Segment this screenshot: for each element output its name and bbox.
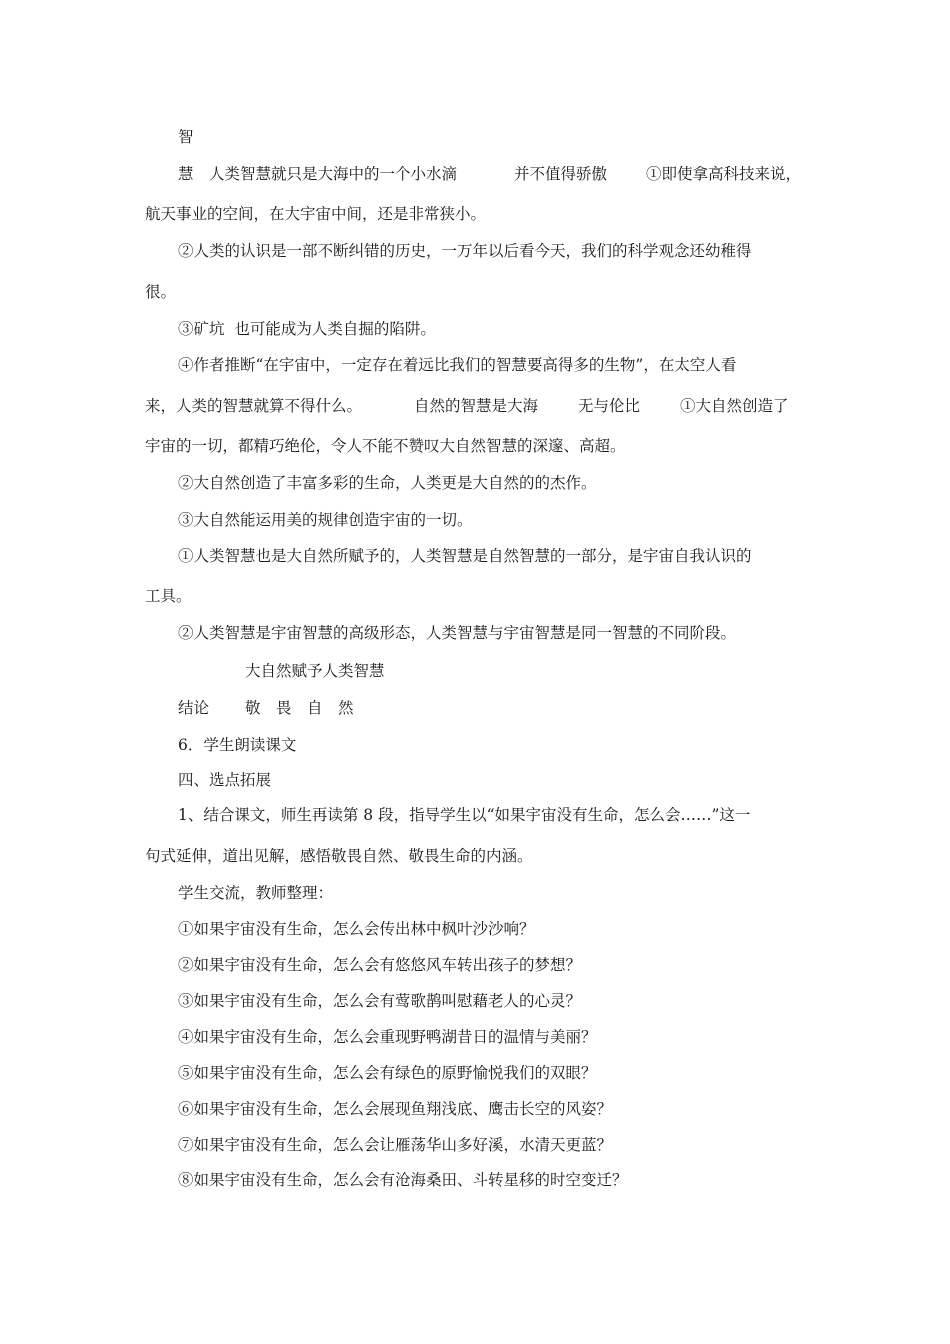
line-not-much: 来，人类的智慧就算不得什么。	[145, 397, 363, 415]
list-item: ③如果宇宙没有生命，怎么会有莺歌鹊叫慰藉老人的心灵？	[178, 992, 582, 1010]
line-not-proud: 并不值得骄傲	[514, 165, 608, 183]
line-human-wisdom-given: ①人类智慧也是大自然所赋予的，人类智慧是自然智慧的一部分，是宇宙自我认识的	[178, 547, 752, 565]
line-task-one: 1、结合课文，师生再读第 8 段，指导学生以“如果宇宙没有生命，怎么会……”这一	[178, 806, 751, 824]
section-heading-extension: 四、选点拓展	[178, 771, 272, 789]
line-space-small: 航天事业的空间，在大宇宙中间，还是非常狭小。	[145, 205, 487, 223]
line-zhi: 智	[178, 128, 194, 146]
list-item: ④如果宇宙没有生命，怎么会重现野鸭湖昔日的温情与美丽？	[178, 1028, 597, 1046]
line-tool: 工具。	[145, 587, 192, 605]
line-rich-life: ②大自然创造了丰富多彩的生命，人类更是大自然的的杰作。	[178, 474, 597, 492]
line-unmatched: 无与伦比	[578, 397, 641, 415]
line-human-wisdom-drop: 慧 人类智慧就只是大海中的一个小水滴	[178, 165, 458, 183]
line-sentence-extend: 句式延伸，道出见解，感悟敬畏自然、敬畏生命的内涵。	[145, 847, 533, 865]
line-hen: 很。	[145, 283, 177, 301]
list-item: ⑥如果宇宙没有生命，怎么会展现鱼翔浅底、鹰击长空的风姿？	[178, 1100, 613, 1118]
line-cognition-history: ②人类的认识是一部不断纠错的历史，一万年以后看今天，我们的科学观念还幼稚得	[178, 242, 752, 260]
line-conclusion-label: 结论	[178, 699, 210, 717]
line-universe-everything: 宇宙的一切，都精巧绝伦，令人不能不赞叹大自然智慧的深邃、高超。	[145, 437, 626, 455]
list-item: ⑧如果宇宙没有生命，怎么会有沧海桑田、斗转星移的时空变迁？	[178, 1171, 628, 1189]
list-item: ⑦如果宇宙没有生命，怎么会让雁荡华山多好溪，水清天更蓝？	[178, 1136, 613, 1154]
list-item: ⑤如果宇宙没有生命，怎么会有绿色的原野愉悦我们的双眼？	[178, 1064, 597, 1082]
line-high-tech: ①即使拿高科技来说，	[646, 165, 802, 183]
line-students-read: 6．学生朗读课文	[178, 736, 297, 754]
line-author-infers: ④作者推断“在宇宙中，一定存在着远比我们的智慧要高得多的生物”，在太空人看	[178, 356, 737, 374]
line-advanced-form: ②人类智慧是宇宙智慧的高级形态，人类智慧与宇宙智慧是同一智慧的不同阶段。	[178, 624, 737, 642]
list-item: ②如果宇宙没有生命，怎么会有悠悠风车转出孩子的梦想？	[178, 956, 582, 974]
line-mine-pit: ③矿坑 也可能成为人类自掘的陷阱。	[178, 320, 436, 338]
line-nature-created: ①大自然创造了	[680, 397, 789, 415]
line-student-exchange: 学生交流，教师整理：	[178, 884, 334, 902]
list-item: ①如果宇宙没有生命，怎么会传出林中枫叶沙沙响？	[178, 920, 535, 938]
line-nature-wisdom-sea: 自然的智慧是大海	[414, 397, 539, 415]
line-revere-nature: 敬 畏 自 然	[245, 699, 354, 717]
line-nature-gives: 大自然赋予人类智慧	[245, 662, 385, 680]
line-beauty-laws: ③大自然能运用美的规律创造宇宙的一切。	[178, 511, 473, 529]
